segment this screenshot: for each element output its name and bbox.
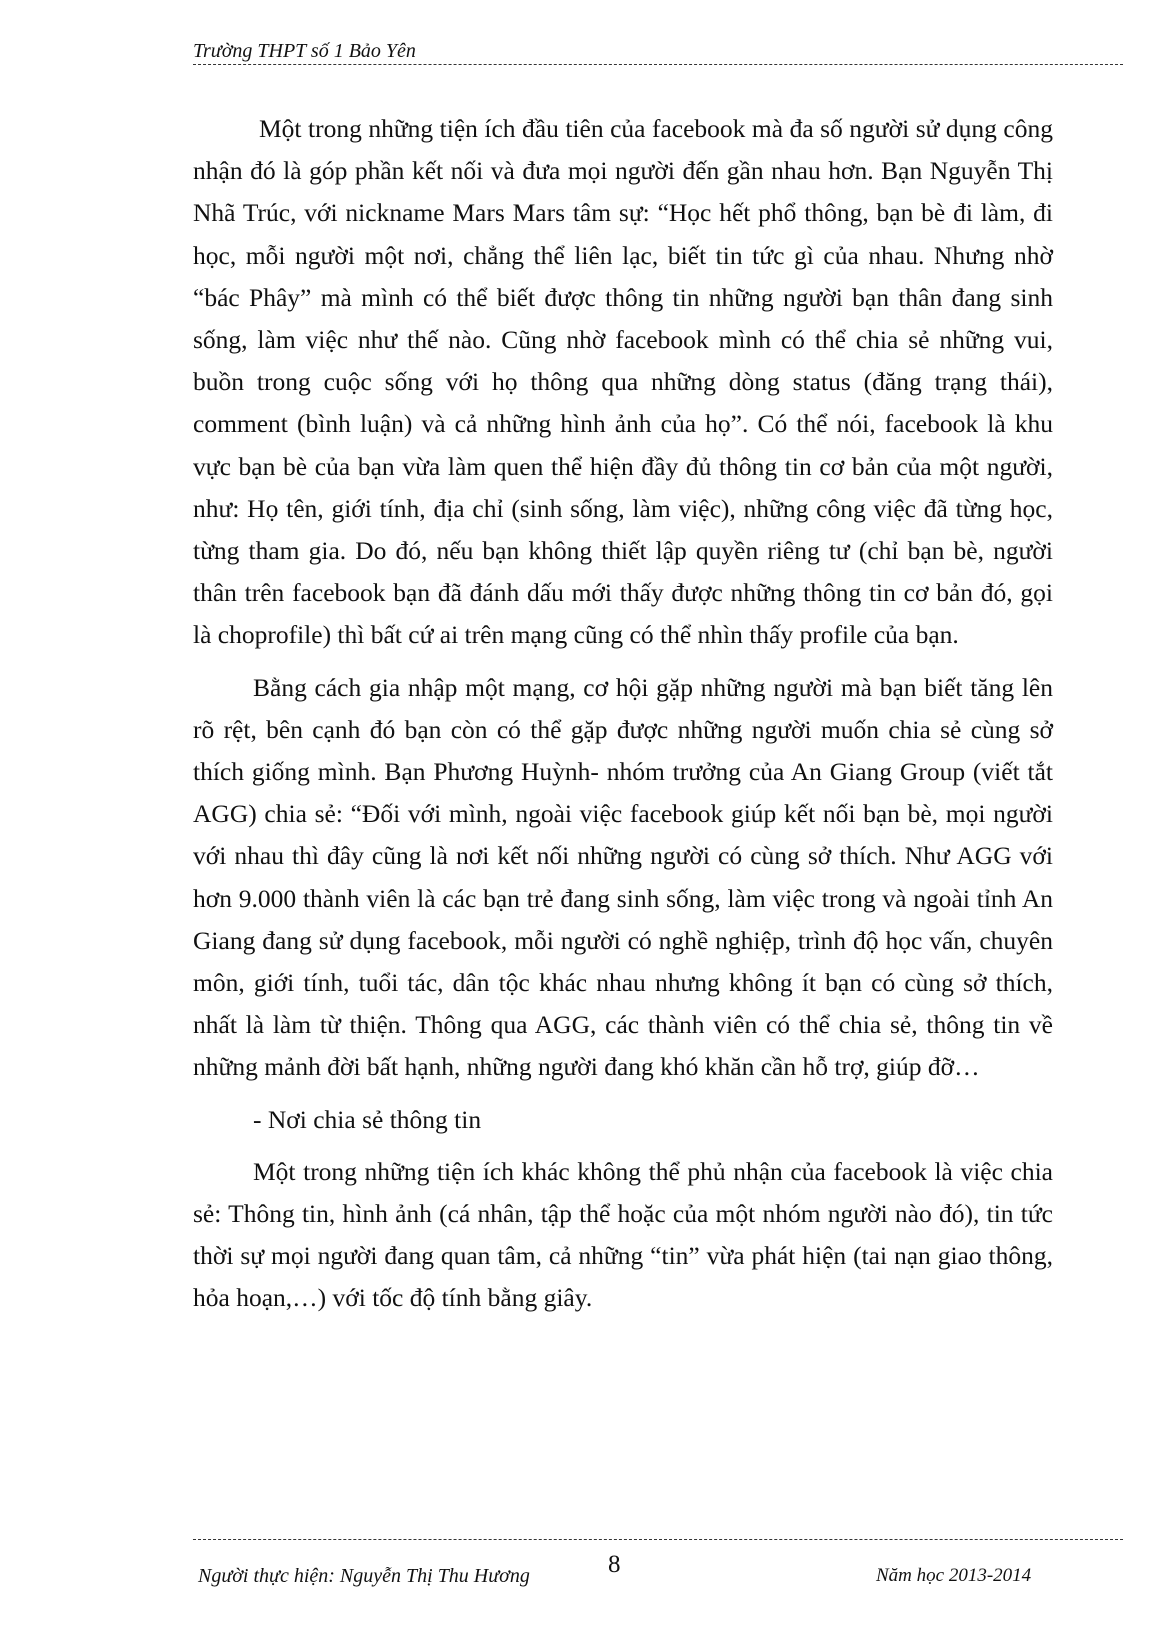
header-divider <box>193 64 1123 65</box>
section-heading-sharing: - Nơi chia sẻ thông tin <box>253 1104 482 1134</box>
footer-author: Người thực hiện: Nguyễn Thị Thu Hương <box>198 1565 530 1587</box>
header-school-name: Trường THPT số 1 Bảo Yên <box>193 40 416 62</box>
paragraph-sharing: Một trong những tiện ích khác không thể phủ nhận của facebook là việc chia sẻ: Thông tin, hình ảnh (cá nhân, tập thể hoặc của một nhóm người nào đó), tin tức thời sự mọi người đang quan tâm, cả những “tin” vừa phát hiện (tai nạn giao thông, hỏa hoạn,…) với tốc độ tính bằng giây. <box>193 1156 1053 1313</box>
page-number: 8 <box>608 1551 621 1578</box>
paragraph-network: Bằng cách gia nhập một mạng, cơ hội gặp những người mà bạn biết tăng lên rõ rệt, bên cạnh đó bạn còn có thể gặp được những người muốn chia sẻ cùng sở thích giống mình. Bạn Phương Huỳnh- nhóm trưởng của An Giang Group (viết tắt AGG) chia sẻ: “Đối với mình, ngoài việc facebook giúp kết nối bạn bè, mọi người với nhau thì đây cũng là nơi kết nối những người có cùng sở thích. Như AGG với hơn 9.000 thành viên là các bạn trẻ đang sinh sống, làm việc trong và ngoài tỉnh An Giang đang sử dụng facebook, mỗi người có nghề nghiệp, trình độ học vấn, chuyên môn, giới tính, tuổi tác, dân tộc khác nhau nhưng không ít bạn có cùng sở thích, nhất là làm từ thiện. Thông qua AGG, các thành viên có thể chia sẻ, thông tin về những mảnh đời bất hạnh, những người đang khó khăn cần hỗ trợ, giúp đỡ… <box>193 672 1053 1082</box>
footer-divider <box>193 1539 1123 1540</box>
page-header <box>193 38 1123 64</box>
paragraph-connection: Một trong những tiện ích đầu tiên của facebook mà đa số người sử dụng công nhận đó là góp phần kết nối và đưa mọi người đến gần nhau hơn. Bạn Nguyễn Thị Nhã Trúc, với nickname Mars Mars tâm sự: “Học hết phổ thông, bạn bè đi làm, đi học, mỗi người một nơi, chẳng thể liên lạc, biết tin tức gì của nhau. Nhưng nhờ “bác Phây” mà mình có thể biết được thông tin những người bạn thân đang sinh sống, làm việc như thế nào. Cũng nhờ facebook mình có thể chia sẻ những vui, buồn trong cuộc sống với họ thông qua những dòng status (đăng trạng thái), comment (bình luận) và cả những hình ảnh của họ”. Có thể nói, facebook là khu vực bạn bè của bạn vừa làm quen thể hiện đầy đủ thông tin cơ bản của một người, như: Họ tên, giới tính, địa chỉ (sinh sống, làm việc), những công việc đã từng học, từng tham gia. Do đó, nếu bạn không thiết lập quyền riêng tư (chỉ bạn bè, người thân trên facebook bạn đã đánh dấu mới thấy được những thông tin cơ bản đó, gọi là choprofile) thì bất cứ ai trên mạng cũng có thể nhìn thấy profile của bạn. <box>193 114 1053 650</box>
footer-school-year: Năm học 2013-2014 <box>876 1565 1032 1586</box>
document-body <box>193 108 1053 1330</box>
